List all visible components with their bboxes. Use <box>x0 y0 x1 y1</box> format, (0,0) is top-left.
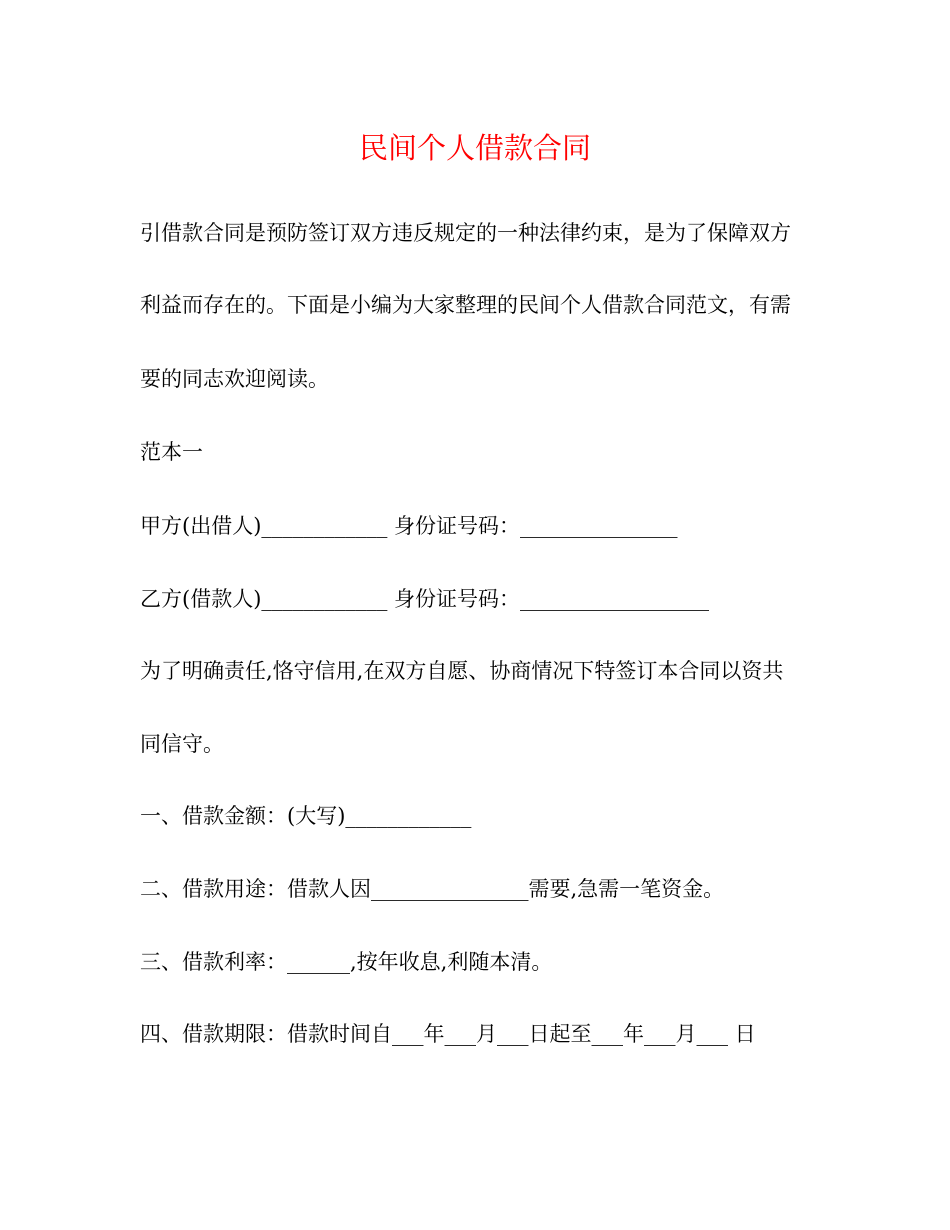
document-title: 民间个人借款合同 <box>358 131 591 165</box>
clause-3: 三、借款利率：______,按年收息,利随本清。 <box>140 950 553 974</box>
clause-4: 四、借款期限：借款时间自___年___月___日起至___年___月___ 日 <box>140 1022 756 1046</box>
party-a-line: 甲方(出借人)____________ 身份证号码：_______________ <box>140 514 678 538</box>
intro-line-1: 引借款合同是预防签订双方违反规定的一种法律约束，是为了保障双方 <box>140 221 791 245</box>
clause-2: 二、借款用途：借款人因_______________需要,急需一笔资金。 <box>140 877 725 901</box>
preamble-line-2: 同信守。 <box>140 732 224 756</box>
party-b-line: 乙方(借款人)____________ 身份证号码：__________________ <box>140 587 710 611</box>
section-heading: 范本一 <box>140 440 203 464</box>
intro-line-2: 利益而存在的。下面是小编为大家整理的民间个人借款合同范文，有需 <box>140 293 791 317</box>
clause-1: 一、借款金额：(大写)____________ <box>140 804 472 828</box>
intro-line-3: 要的同志欢迎阅读。 <box>140 367 329 391</box>
preamble-line-1: 为了明确责任,恪守信用,在双方自愿、协商情况下特签订本合同以资共 <box>140 659 784 683</box>
